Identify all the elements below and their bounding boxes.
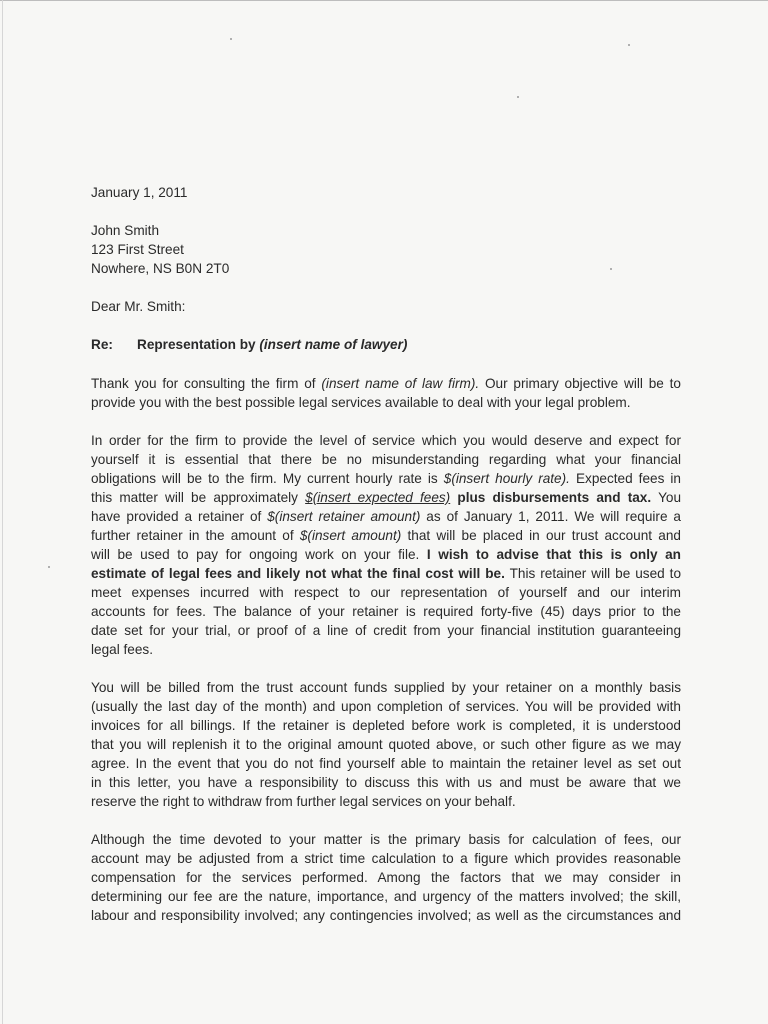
scan-edge-left (2, 0, 3, 1024)
scan-speck (517, 96, 519, 98)
scan-speck (230, 38, 232, 40)
letter-date: January 1, 2011 (91, 185, 188, 200)
scan-speck (628, 44, 630, 46)
paragraph-line: meet expenses incurred with respect to our representation of yourself and our interim (91, 585, 681, 600)
paragraph-fee-calculation (91, 830, 681, 925)
paragraph-line: invoices for all billings. If the retainer is depleted before work is completed, it is understood (91, 718, 681, 733)
paragraph-line: that you will replenish it to the original amount quoted above, or such other figure as we may (91, 737, 681, 752)
paragraph-line: in this letter, you have a responsibility to discuss this with us and must be aware that we (91, 775, 681, 790)
paragraph-line: agree. In the event that you do not find yourself able to maintain the retainer level as set out (91, 756, 681, 771)
paragraph-line: labour and responsibility involved; any contingencies involved; as well as the circumstances and (91, 908, 681, 923)
recipient-address (91, 221, 681, 278)
paragraph-line: Thank you for consulting the firm of (insert name of law firm). Our primary objective will be to (91, 376, 681, 391)
paragraph-billing (91, 678, 681, 811)
paragraph-line: In order for the firm to provide the level of service which you would deserve and expect for (91, 433, 681, 448)
paragraph-line: have provided a retainer of $(insert retainer amount) as of January 1, 2011. We will require a (91, 509, 681, 524)
re-label: Re: (91, 337, 113, 352)
paragraph-line: this matter will be approximately $(insert expected fees) plus disbursements and tax. You (91, 490, 682, 505)
paragraph-line: yourself it is essential that there be no misunderstanding regarding what your financial (91, 452, 681, 467)
paragraph-consultation (91, 374, 681, 412)
paragraph-line: account may be adjusted from a strict time calculation to a figure which provides reasonable (91, 851, 681, 866)
paragraph-line: date set for your trial, or proof of a line of credit from your financial institution guaranteeing (91, 623, 681, 638)
paragraph-line: will be used to pay for ongoing work on your file. I wish to advise that this is only an (91, 547, 681, 562)
recipient-name: John Smith (91, 223, 160, 238)
recipient-city: Nowhere, NS B0N 2T0 (91, 261, 230, 276)
paragraph-line: (usually the last day of the month) and upon completion of services. You will be provided with (91, 699, 681, 714)
paragraph-line: Although the time devoted to your matter is the primary basis for calculation of fees, our (91, 832, 681, 847)
scan-edge-top (0, 0, 768, 1)
paragraph-line: determining our fee are the nature, importance, and urgency of the matters involved; the skill, (91, 889, 681, 904)
paragraph-line: accounts for fees. The balance of your retainer is required forty-five (45) days prior to the (91, 604, 681, 619)
paragraph-line: further retainer in the amount of $(insert amount) that will be placed in our trust account and (91, 528, 681, 543)
paragraph-line: legal fees. (91, 642, 153, 657)
paragraph-fees (91, 431, 681, 659)
paragraph-line: estimate of legal fees and likely not what the final cost will be. This retainer will be used to (91, 566, 682, 581)
re-line (91, 335, 681, 354)
paragraph-line: provide you with the best possible legal services available to deal with your legal problem. (91, 395, 631, 410)
paragraph-line: compensation for the services performed. Among the factors that we may consider in (91, 870, 681, 885)
letter-body (91, 183, 681, 944)
salutation: Dear Mr. Smith: (91, 299, 186, 314)
re-subject: Representation by (137, 337, 260, 352)
recipient-street: 123 First Street (91, 242, 184, 257)
paragraph-line: obligations will be to the firm. My current hourly rate is $(insert hourly rate). Expected fees in (91, 471, 681, 486)
scan-speck (48, 566, 50, 568)
paragraph-line: reserve the right to withdraw from further legal services on your behalf. (91, 794, 516, 809)
re-subject-placeholder: (insert name of lawyer) (259, 337, 408, 352)
paragraph-line: You will be billed from the trust account funds supplied by your retainer on a monthly basis (91, 680, 681, 695)
